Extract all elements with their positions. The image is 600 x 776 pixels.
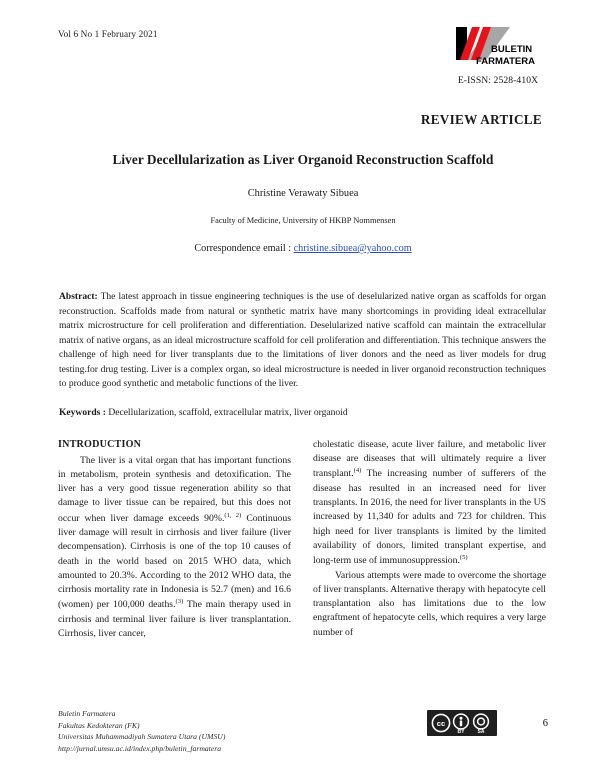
author-name: Christine Verawaty Sibuea <box>247 188 359 199</box>
abstract-block <box>58 290 548 392</box>
keywords-block <box>58 406 548 420</box>
citation-ref-5: (5) <box>459 554 468 562</box>
volume-issue-line: Vol 6 No 1 February 2021 <box>58 30 158 40</box>
article-type-label: REVIEW ARTICLE <box>420 112 542 127</box>
eissn-label: E-ISSN: 2528-410X <box>457 75 539 86</box>
left-column <box>58 438 291 642</box>
body-columns <box>58 438 548 642</box>
correspondence-label: Correspondence email : <box>194 243 294 254</box>
imprint-line-university: Universitas Muhammadiyah Sumatera Utara (UMSU) <box>58 732 226 742</box>
citation-ref-1: (1, 2) <box>224 511 242 519</box>
imprint-line-faculty: Fakultas Kedokteran (FK) <box>58 720 140 730</box>
keywords-label: Keywords : <box>59 406 106 418</box>
abstract-text: The latest approach in tissue engineering techniques is the use of deselularized native organ as scaffolds for organ reconstruction. Scaffolds made from natural or synthetic matrix have many shortcomings in providing ideal extracellular matrix microstructure for cell proliferation and differentiation. Deselularized native scaffold can maintain the extracellular matrix of native organs, as an ideal microstructure scaffold for cell proliferation and differentiation. This technique answers the challenge of high need for liver transplants due to the limitations of liver donors and the need as liver models for drug testing.for drug testing. Liver is a complex organ, so ideal microstructure is needed in liver organoid reconstruction techniques to produce good synthetic and metabolic functions of the liver. <box>59 291 546 389</box>
buletin-farmatera-logo-icon <box>452 26 544 72</box>
imprint-line-journal: Buletin Farmatera <box>58 709 116 719</box>
paragraph-various-attempts: Various attempts were made to overcome the shortage of liver transplants. Alternative therapy with hepatocyte cell transplantation also has limitations due to the low engraftment of hepatocyte cells, which requires a very large number of <box>313 569 546 638</box>
abstract-label: Abstract: <box>59 291 98 302</box>
correspondence-email-link[interactable]: christine.sibuea@yahoo.com <box>293 243 412 254</box>
svg-text:SA: SA <box>477 729 485 735</box>
svg-text:BULETIN: BULETIN <box>491 44 533 55</box>
intro-text-part-1: The liver is a vital organ that has important functions in metabolism, protein synthesis and detoxification. The liver has a very good tissue regeneration ability so that damage to liver tissue can be repaired, but this does not occur when liver damage exceeds 90%. <box>58 454 291 524</box>
author-affiliation: Faculty of Medicine, University of HKBP Nommensen <box>210 216 396 225</box>
journal-imprint <box>58 708 225 754</box>
svg-text:cc: cc <box>436 719 446 729</box>
right-text-part-2: The increasing number of sufferers of the disease has resulted in an increased need for liver transplants. In 2016, the need for liver transplants in the US increased by 11,340 for adults and 723 for children. This high need for liver transplants is limited by the limited availability of donors, limited transplant expertise, and long-term use of immunosuppression. <box>313 468 546 567</box>
citation-ref-4: (4) <box>353 467 362 475</box>
footer-right-group <box>427 708 548 736</box>
intro-text-part-2: Continuous liver damage will result in cirrhosis and liver failure (liver decompensation). Cirrhosis is one of the top 10 causes of death in the world based on 2015 WHO data, which amounted to 20.3%. According to the 2012 WHO data, the cirrhosis mortality rate in Indonesia is 52.7 (men) and 16.6 (women) per 100,000 deaths. <box>58 512 291 611</box>
paragraph-intro <box>58 454 291 642</box>
creative-commons-badge-icon[interactable] <box>427 710 497 736</box>
imprint-line-url[interactable]: http://jurnal.umsu.ac.id/index.php/buletin_farmatera <box>58 743 222 753</box>
right-column <box>313 438 546 642</box>
svg-text:FARMATERA: FARMATERA <box>476 56 535 67</box>
page-title: Liver Decellularization as Liver Organoid Reconstruction Scaffold <box>112 152 494 167</box>
journal-branding <box>452 26 544 86</box>
page-number: 6 <box>542 717 548 729</box>
correspondence-line <box>58 243 548 254</box>
section-heading-introduction: INTRODUCTION <box>58 438 142 450</box>
keywords-text: Decellularization, scaffold, extracellular matrix, liver organoid <box>105 406 348 418</box>
svg-text:BY: BY <box>457 729 465 735</box>
page-footer <box>58 708 548 754</box>
right-text-part-1: cholestatic disease, acute liver failure, and metabolic liver disease are diseases that will ultimately require a liver transplant. <box>313 438 546 480</box>
citation-ref-3: (3) <box>175 598 184 606</box>
intro-text-part-3: The main therapy used in cirrhosis and terminal liver failure is liver transplantation. Cirrhosis, liver cancer, <box>58 599 291 640</box>
masthead <box>58 26 548 104</box>
paragraph-continued <box>313 438 546 569</box>
